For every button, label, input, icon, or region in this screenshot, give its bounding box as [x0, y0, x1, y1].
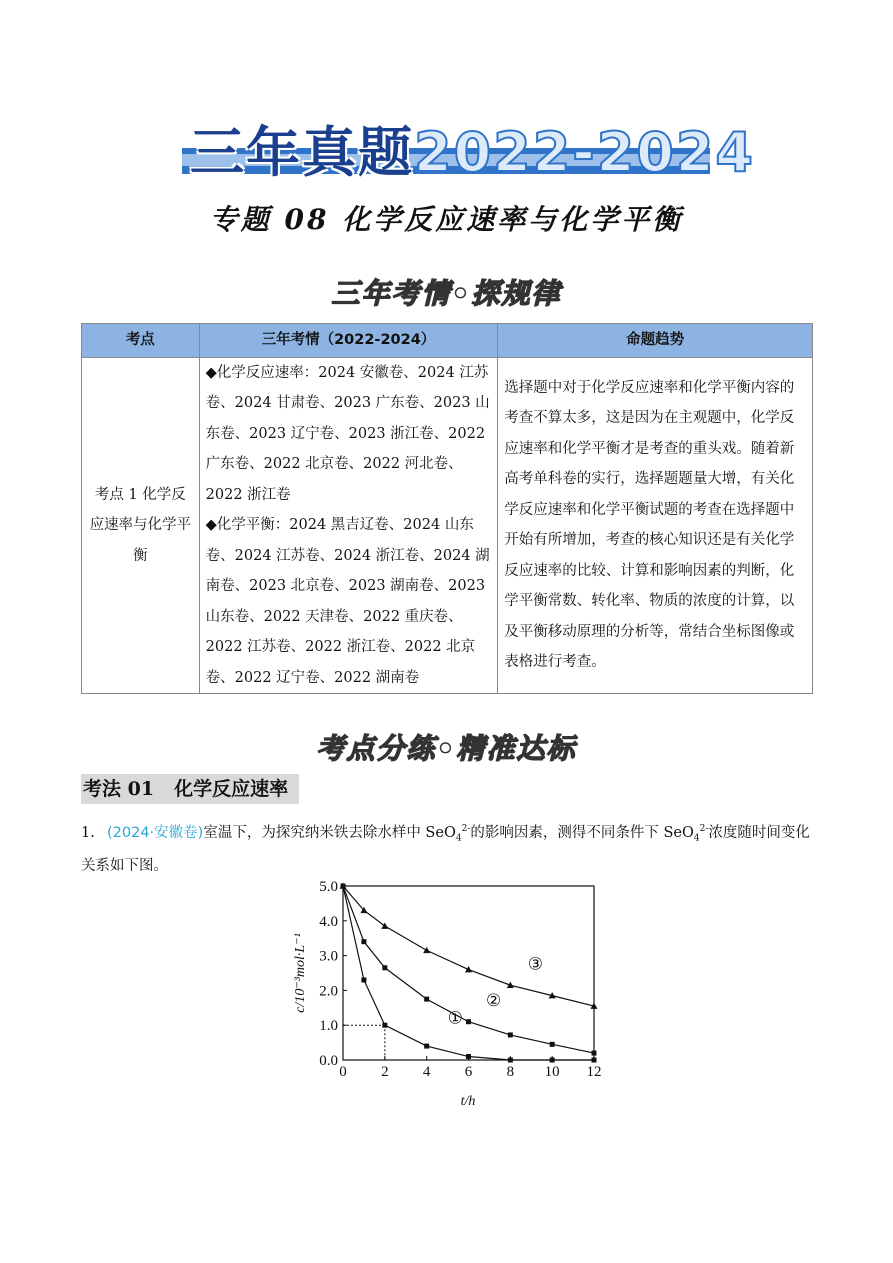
banner-text: [190, 110, 755, 187]
section-banner-trends-text: 三年考情•探规律: [322, 272, 572, 312]
data-point: [424, 997, 429, 1002]
x-tick-label: 0: [339, 1064, 347, 1080]
seo4-sup-2: 2-: [699, 824, 709, 834]
title-banner: [0, 108, 893, 184]
header-exams: 三年考情（2022-2024）: [199, 324, 498, 358]
data-point: [550, 1042, 555, 1047]
y-tick-label: 2.0: [319, 983, 338, 1000]
eq-prefix: ◆化学平衡：: [205, 517, 290, 533]
data-point: [592, 1058, 597, 1063]
x-tick-label: 12: [586, 1064, 602, 1080]
data-point: [550, 1058, 555, 1063]
concentration-chart: [290, 872, 620, 1112]
section-banner-practice: [0, 727, 893, 767]
data-point: [424, 1044, 429, 1049]
exam-info-table: [81, 323, 813, 694]
x-tick-label: 2: [381, 1064, 389, 1080]
guide-lines: [343, 1025, 385, 1060]
header-trend: 命题趋势: [498, 324, 813, 358]
banner-part2: 2022-2024: [414, 121, 755, 184]
question-number: 1.: [81, 824, 95, 841]
rate-prefix: ◆化学反应速率：: [205, 364, 319, 381]
cell-exams: [199, 357, 498, 694]
cell-trend: 选择题中对于化学反应速率和化学平衡内容的考查不算太多，这是因为在主观题中，化学反应速率和化学平衡才是考查的重头戏。随着新高考单科卷的实行，选择题题量大增，有关化学反应速率和化学平衡试题的考查在选择题中开始有所增加，考查的核心知识还是有关化学反应速率的比较、计算和影响因素的判断，化学平衡常数、转化率、物质的浓度的计算，以及平衡移动原理的分析等，常结合坐标图像或表格进行考查。: [498, 357, 813, 694]
x-tick-label: 4: [422, 1064, 431, 1080]
rate-list: 2024 安徽卷、2024 江苏卷、2024 甘肃卷、2023 广东卷、2023 山东卷、2023 辽宁卷、2023 浙江卷、2022 广东卷、2022 北京卷、2022 河北卷、2022 浙江卷: [205, 364, 490, 503]
data-point: [508, 1058, 513, 1063]
data-point: [382, 1023, 387, 1028]
series-label: ①: [447, 1008, 463, 1028]
banner-part1: 三年真题: [190, 121, 414, 184]
y-axis-label: c/10⁻³mol·L⁻¹: [293, 933, 308, 1013]
section-heading: [81, 774, 299, 804]
y-tick-label: 5.0: [319, 879, 338, 895]
question-text-b: 的影响因素，测得不同条件下 SeO: [470, 824, 694, 841]
data-point: [361, 977, 366, 982]
section-banner-practice-text: 考点分练•精准达标: [307, 727, 587, 767]
question-source[interactable]: (2024·安徽卷): [107, 824, 204, 841]
question-1: [81, 816, 821, 880]
table-header-row: [82, 324, 813, 358]
y-tick-label: 0.0: [319, 1053, 338, 1069]
question-text-a: 室温下，为探究纳米铁去除水样中 SeO: [203, 824, 456, 841]
series-line: [343, 886, 594, 1060]
data-point: [465, 966, 472, 972]
data-point: [423, 947, 430, 953]
data-point: [361, 939, 366, 944]
question-text-c: 浓度随时间变化关系如下图。: [81, 824, 810, 874]
series-label: ③: [527, 954, 544, 974]
header-point: 考点: [82, 324, 200, 358]
y-tick-label: 4.0: [319, 913, 338, 930]
data-point: [466, 1019, 471, 1024]
data-point: [382, 965, 387, 970]
plot-frame: [343, 886, 594, 1060]
series-label: ②: [485, 991, 502, 1011]
x-tick-label: 8: [506, 1064, 515, 1080]
section-code: 考法 01: [83, 778, 155, 800]
seo4-sub: 4: [455, 833, 462, 844]
eq-list: 2024 黑吉辽卷、2024 山东卷、2024 江苏卷、2024 浙江卷、2024 湖南卷、2023 北京卷、2023 湖南卷、2023 山东卷、2022 天津卷、2022 重庆卷、2022 江苏卷、2022 浙江卷、2022 北京卷、2022 辽宁卷、2022 湖南卷: [205, 517, 490, 686]
x-axis-label: t/h: [460, 1094, 476, 1109]
data-point: [466, 1054, 471, 1059]
x-tick-label: 6: [464, 1064, 473, 1080]
data-point: [508, 1032, 513, 1037]
y-tick-label: 1.0: [319, 1018, 338, 1035]
y-tick-label: 3.0: [319, 948, 338, 965]
series-line: [343, 886, 594, 1006]
seo4-sup: 2-: [461, 824, 471, 834]
seo4-sub-2: 4: [693, 833, 700, 844]
data-point: [592, 1051, 597, 1056]
table-row: [82, 357, 813, 694]
series-lines: [340, 883, 598, 1063]
cell-point: 考点 1 化学反应速率与化学平衡: [82, 357, 200, 694]
x-tick-label: 10: [544, 1064, 560, 1080]
topic-title: 专题 08 化学反应速率与化学平衡: [209, 203, 684, 236]
section-banner-trends: [0, 272, 893, 312]
section-title: 化学反应速率: [174, 778, 289, 800]
